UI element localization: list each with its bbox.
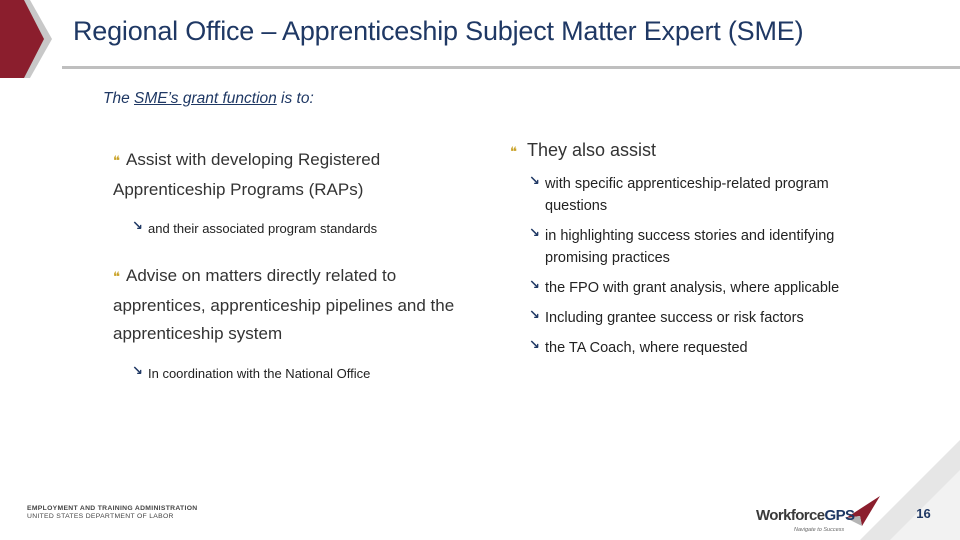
left-column	[103, 146, 473, 407]
arrow-down-right-icon: ↘	[529, 337, 540, 352]
bullet-icon: ❝	[113, 269, 120, 284]
corner-decoration	[860, 440, 960, 540]
dol-logo: EMPLOYMENT AND TRAINING ADMINISTRATION UNITED STATES DEPARTMENT OF LABOR	[27, 505, 198, 520]
arrow-down-right-icon: ↘	[132, 218, 143, 233]
sub-bullet-item: ↘ in highlighting success stories and identifying promising practices	[510, 225, 840, 269]
sub-bullet-item: ↘ In coordination with the National Office	[103, 363, 473, 385]
arrow-down-right-icon: ↘	[132, 362, 143, 378]
corner-decoration	[0, 0, 60, 78]
sub-bullet-item: ↘ Including grantee success or risk factors	[510, 307, 840, 329]
bullet-item: ❝ Advise on matters directly related to apprentices, apprenticeship pipelines and the apprenticeship system	[113, 266, 455, 343]
intro-underlined: SME’s grant function	[134, 90, 277, 107]
title-divider	[62, 66, 960, 69]
sub-bullet-item: ↘ the FPO with grant analysis, where applicable	[510, 277, 840, 299]
bullet-item: ❝ Assist with developing Registered Apprenticeship Programs (RAPs)	[113, 150, 381, 199]
arrow-down-right-icon: ↘	[529, 173, 540, 188]
bullet-icon: ❝	[113, 153, 120, 168]
arrow-down-right-icon: ↘	[529, 307, 540, 322]
sub-bullet-item: ↘ the TA Coach, where requested	[510, 337, 840, 359]
workforcegps-logo: WorkforceGPS Navigate to Success	[756, 496, 896, 536]
page-title: Regional Office – Apprenticeship Subject Matter Expert (SME)	[73, 16, 804, 46]
bullet-icon: ❝	[510, 144, 517, 159]
intro-text: The SME’s grant function is to:	[103, 90, 314, 107]
bullet-item: ❝ They also assist	[510, 140, 657, 160]
arrow-down-right-icon: ↘	[529, 225, 540, 240]
right-column	[510, 137, 840, 359]
arrow-down-right-icon: ↘	[529, 277, 540, 292]
sub-bullet-item: ↘ and their associated program standards	[103, 218, 473, 240]
page-number: 16	[916, 506, 931, 521]
sub-bullet-item: ↘ with specific apprenticeship-related program questions	[510, 173, 840, 217]
